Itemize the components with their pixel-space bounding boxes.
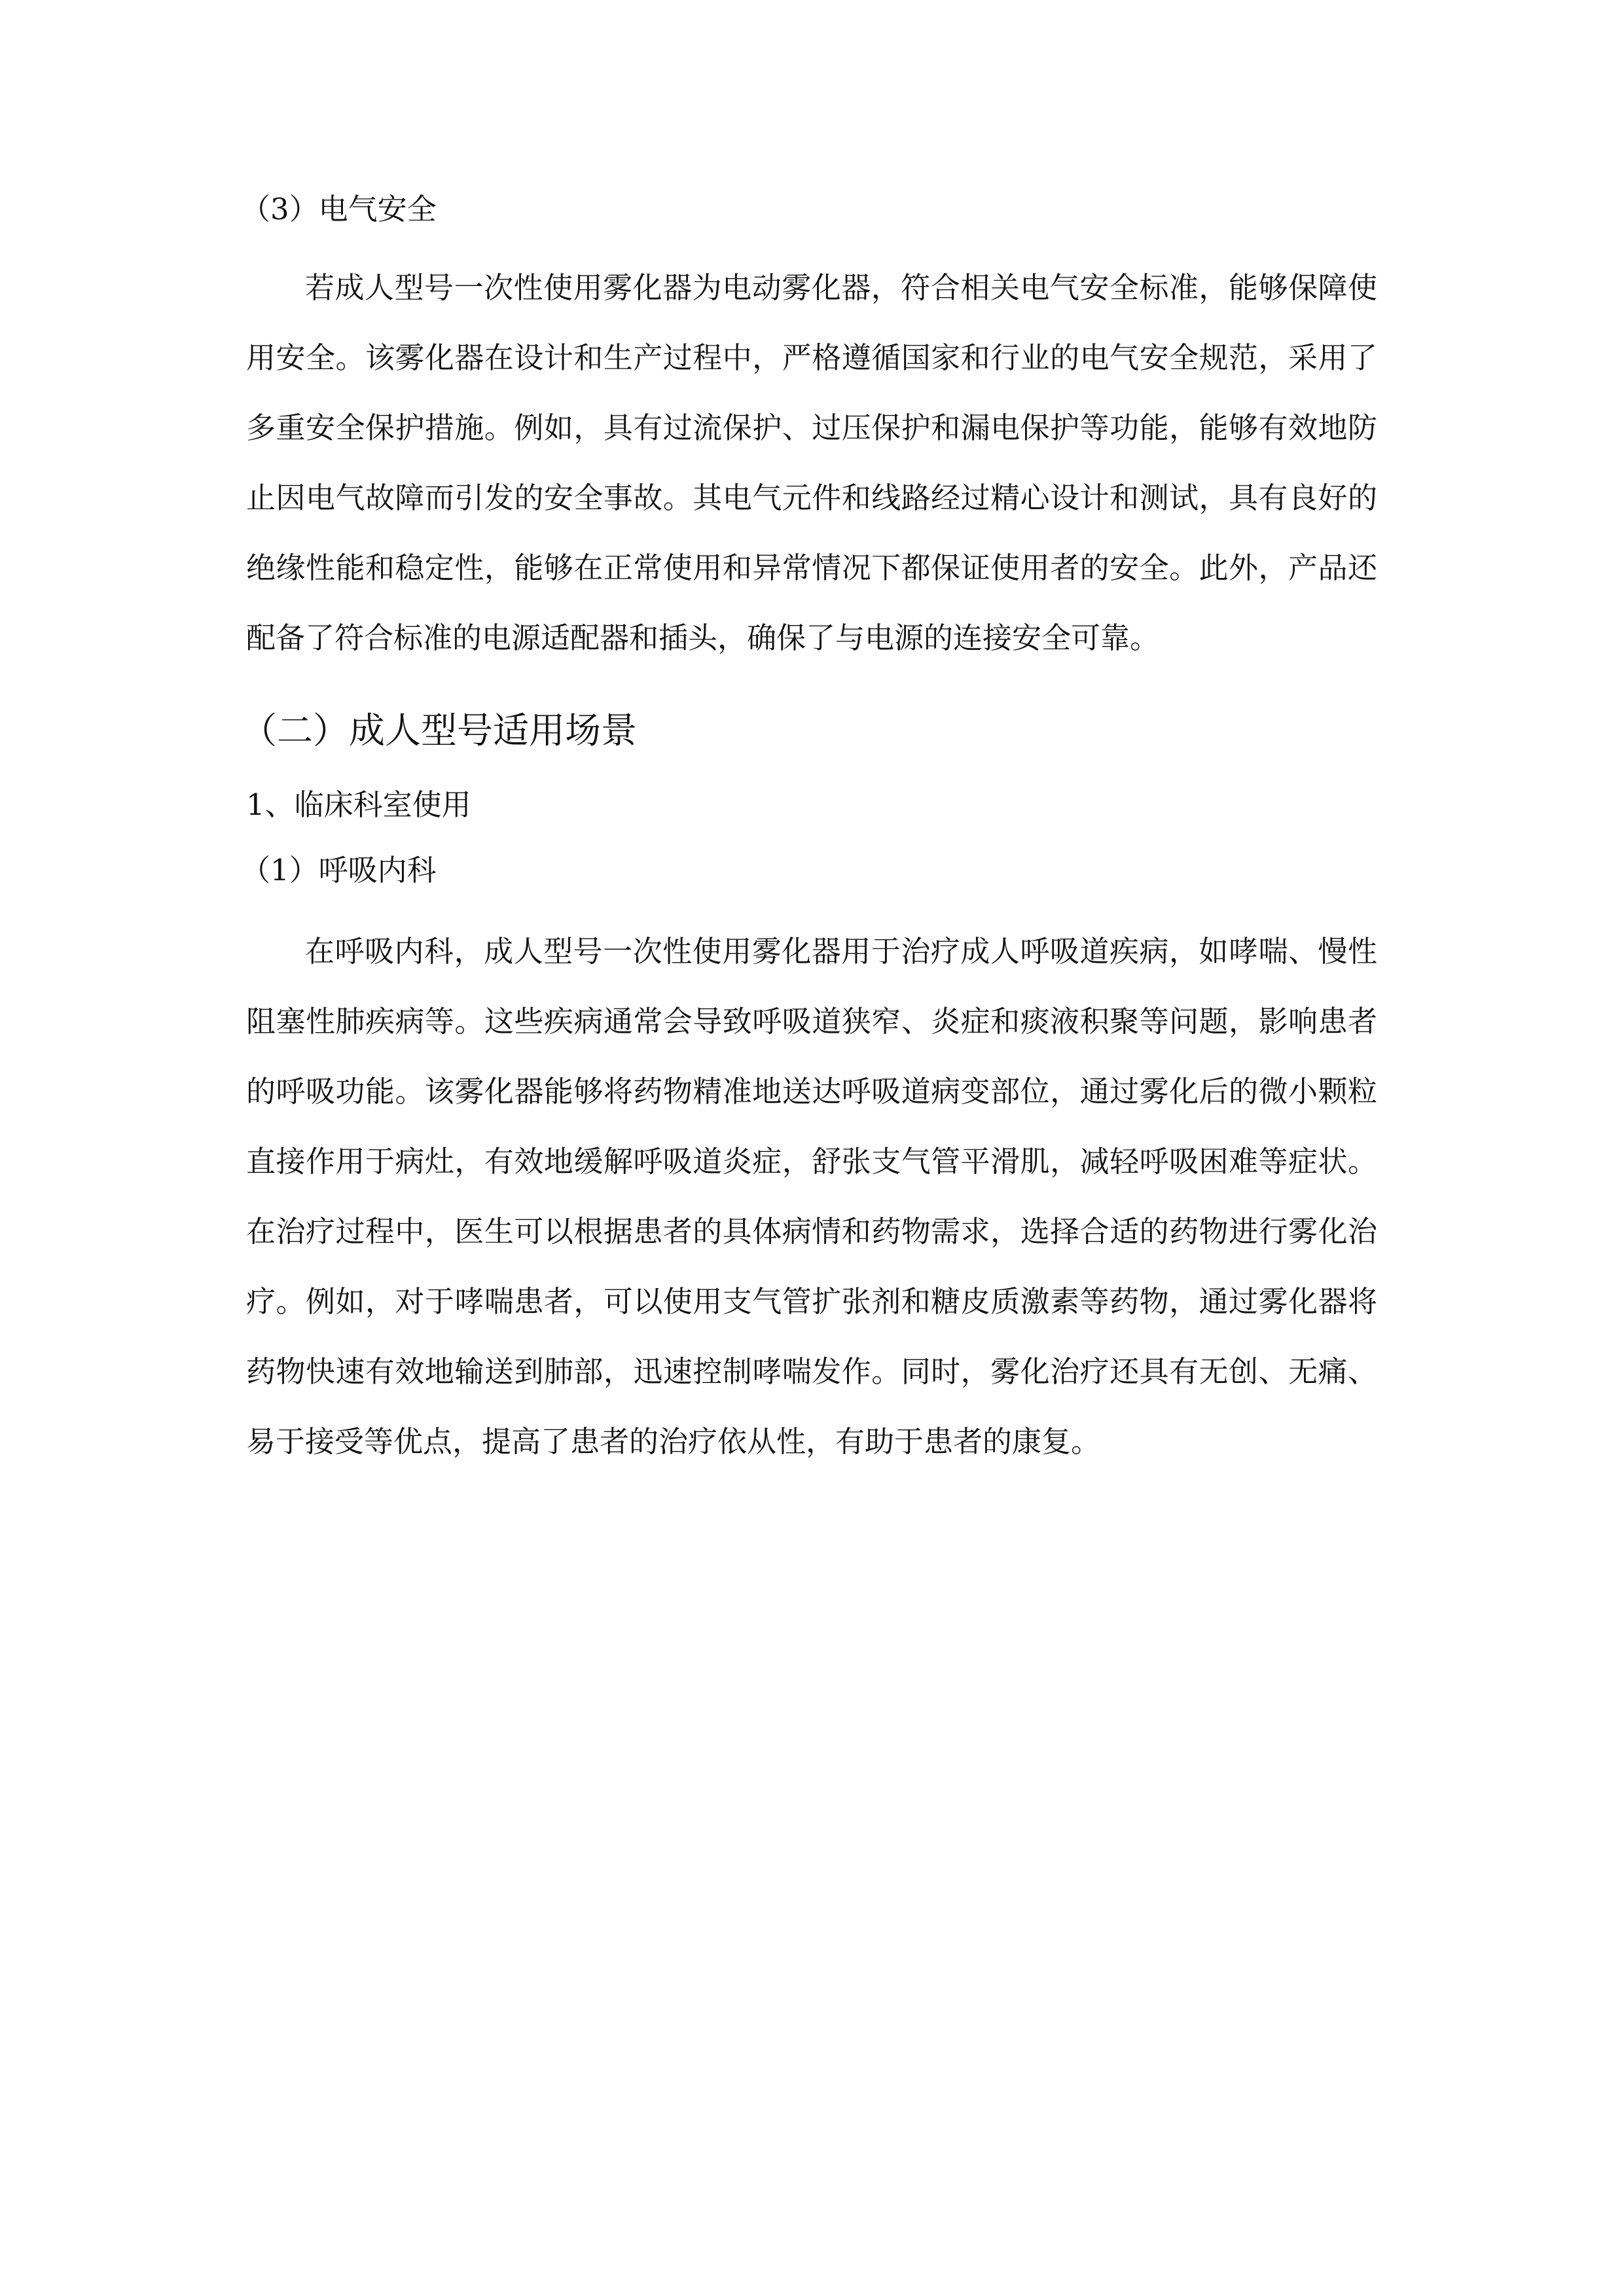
respiratory-heading: （1）呼吸内科 xyxy=(241,853,437,888)
respiratory-paragraph: 在呼吸内科，成人型号一次性使用雾化器用于治疗成人呼吸道疾病，如哮喘、慢性阻塞性肺疾病等。这些疾病通常会导致呼吸道狭窄、炎症和痰液积聚等问题，影响患者的呼吸功能。该雾化器能够将药物精准地送达呼吸道病变部位，通过雾化后的微小颗粒直接作用于病灶，有效地缓解呼吸道炎症，舒张支气管平滑肌，减轻呼吸困难等症状。在治疗过程中，医生可以根据患者的具体病情和药物需求，选择合适的药物进行雾化治疗。例如，对于哮喘患者，可以使用支气管扩张剂和糖皮质激素等药物，通过雾化器将药物快速有效地输送到肺部，迅速控制哮喘发作。同时，雾化治疗还具有无创、无痛、易于接受等优点，提高了患者的治疗依从性，有助于患者的康复。 xyxy=(246,934,1377,1459)
electric-safety-heading: （3）电气安全 xyxy=(241,192,437,226)
section-heading: （二）成人型号适用场景 xyxy=(241,709,638,751)
electric-safety-paragraph: 若成人型号一次性使用雾化器为电动雾化器，符合相关电气安全标准，能够保障使用安全。该雾化器在设计和生产过程中，严格遵循国家和行业的电气安全规范，采用了多重安全保护措施。例如，具有过流保护、过压保护和漏电保护等功能，能够有效地防止因电气故障而引发的安全事故。其电气元件和线路经过精心设计和测试，具有良好的绝缘性能和稳定性，能够在正常使用和异常情况下都保证使用者的安全。此外，产品还配备了符合标准的电源适配器和插头，确保了与电源的连接安全可靠。 xyxy=(246,270,1377,655)
clinical-use-heading: 1、临床科室使用 xyxy=(246,787,471,822)
document-body xyxy=(241,190,1377,1477)
